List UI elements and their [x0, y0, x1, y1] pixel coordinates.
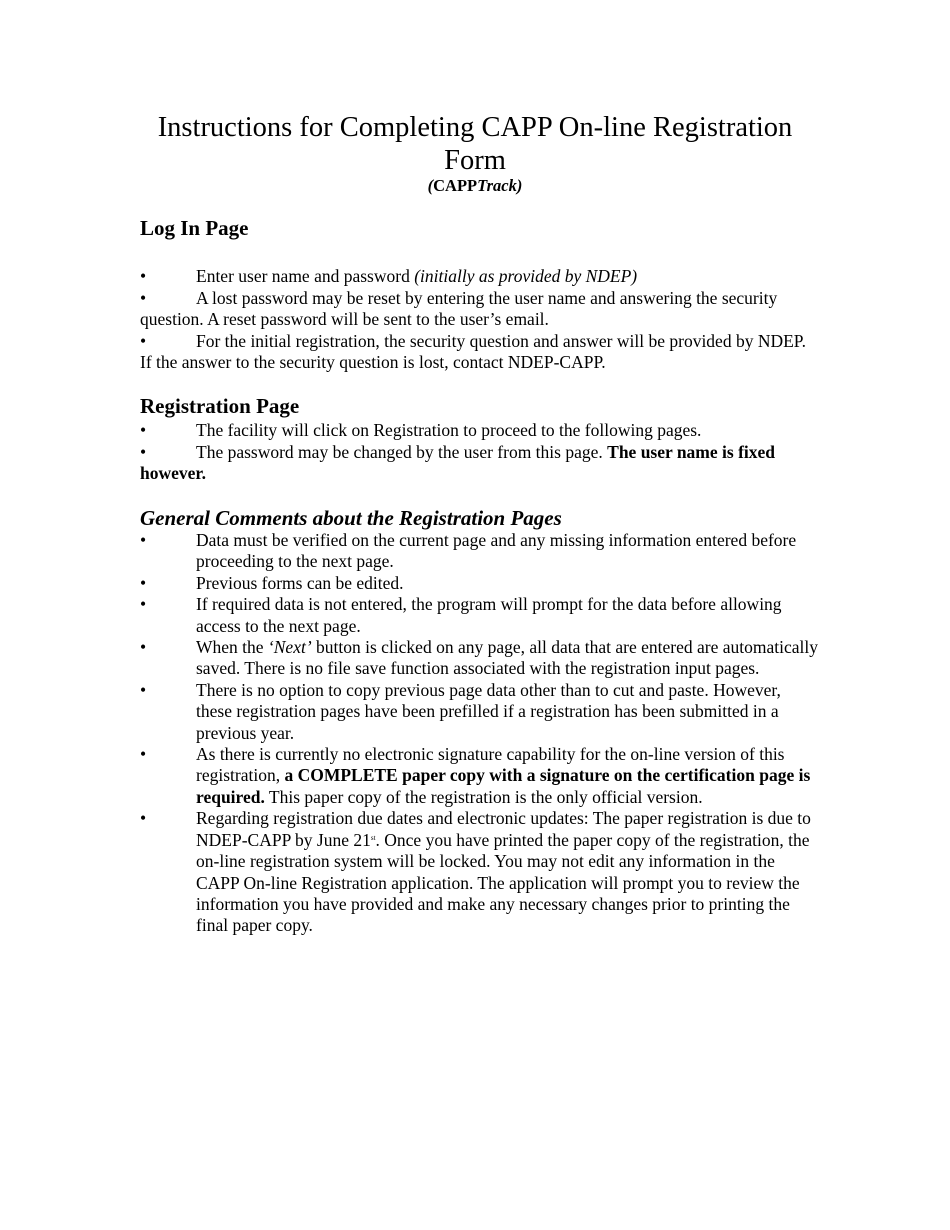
general-item-text: button is clicked on any page, all data that are entered are automatically saved. There is no file save function associated with the registration input pages.	[196, 637, 818, 679]
page-title: Instructions for Completing CAPP On-line Registration Form	[157, 112, 793, 176]
subtitle-open-paren: (	[427, 176, 434, 195]
list-item	[140, 680, 820, 744]
general-comments-heading: General Comments about the Registration Pages	[140, 506, 562, 530]
general-item-text: This paper copy of the registration is the only official version.	[264, 786, 703, 807]
list-item	[140, 637, 820, 680]
page-subtitle	[150, 176, 800, 196]
general-item-text: As there is currently no electronic signature capability for the on-line version of this registration,	[196, 744, 785, 786]
general-item-text: Regarding registration due dates and electronic updates: The paper registration is due to NDEP-CAPP by June 21	[196, 808, 811, 850]
bullet-icon: •	[140, 679, 147, 700]
registration-heading: Registration Page	[140, 394, 300, 418]
list-item	[140, 744, 820, 808]
bullet-icon: •	[140, 744, 147, 765]
bullet-icon: •	[140, 441, 147, 462]
list-item	[140, 420, 820, 442]
list-item	[140, 594, 820, 637]
general-item-text: Previous forms can be edited.	[196, 572, 404, 593]
login-list	[140, 266, 820, 374]
registration-item-text: The password may be changed by the user from this page.	[196, 441, 608, 462]
registration-list	[140, 420, 820, 485]
registration-item-text: The facility will click on Registration to proceed to the following pages.	[196, 420, 702, 440]
general-comments-list	[140, 530, 820, 937]
bullet-icon: •	[140, 808, 147, 829]
login-item-text: For the initial registration, the security question and answer will be provided by NDEP. If the answer to the security question is lost, contact NDEP-CAPP.	[140, 330, 806, 372]
bullet-icon: •	[140, 266, 147, 286]
general-item-text: If required data is not entered, the program will prompt for the data before allowing access to the next page.	[196, 594, 782, 636]
next-button-reference: ‘Next’	[267, 637, 312, 658]
bullet-icon: •	[140, 420, 147, 440]
list-item	[140, 808, 820, 936]
general-item-text: Data must be verified on the current page and any missing information entered before proceeding to the next page.	[196, 530, 797, 572]
login-item-italic: (initially as provided by NDEP)	[414, 266, 638, 286]
general-item-bold: a COMPLETE paper copy with a signature on the certification page is required.	[196, 765, 811, 807]
bullet-icon: •	[140, 637, 147, 658]
list-item	[140, 573, 820, 594]
general-item-text: . Once you have printed the paper copy of the registration, the on-line registration system will be locked. You may not edit any information in the CAPP On-line Registration application. The application will prompt you to review the information you have provided and make any necessary changes prior to printing the final paper copy.	[196, 829, 810, 936]
bullet-icon: •	[140, 287, 147, 308]
subtitle-track: Track	[477, 176, 517, 195]
list-item	[140, 331, 820, 374]
registration-item-bold: The user name is fixed however.	[140, 441, 776, 483]
login-item-text: Enter user name and password	[196, 266, 415, 286]
bullet-icon: •	[140, 330, 147, 351]
bullet-icon: •	[140, 530, 147, 550]
bullet-icon: •	[140, 572, 147, 593]
general-item-text: There is no option to copy previous page data other than to cut and paste. However, these registration pages have been prefilled if a registration has been submitted in a previous year.	[196, 679, 781, 743]
bullet-icon: •	[140, 594, 147, 615]
list-item	[140, 288, 820, 331]
general-item-text: When the	[196, 637, 268, 658]
login-heading: Log In Page	[140, 216, 249, 240]
subtitle-close-paren: )	[516, 176, 523, 195]
ordinal-suffix: st	[370, 833, 376, 842]
list-item	[140, 530, 820, 573]
login-item-text: A lost password may be reset by entering the user name and answering the security question. A reset password will be sent to the user’s email.	[140, 287, 778, 329]
subtitle-capp: CAPP	[433, 176, 478, 195]
list-item	[140, 442, 820, 485]
list-item	[140, 266, 820, 288]
